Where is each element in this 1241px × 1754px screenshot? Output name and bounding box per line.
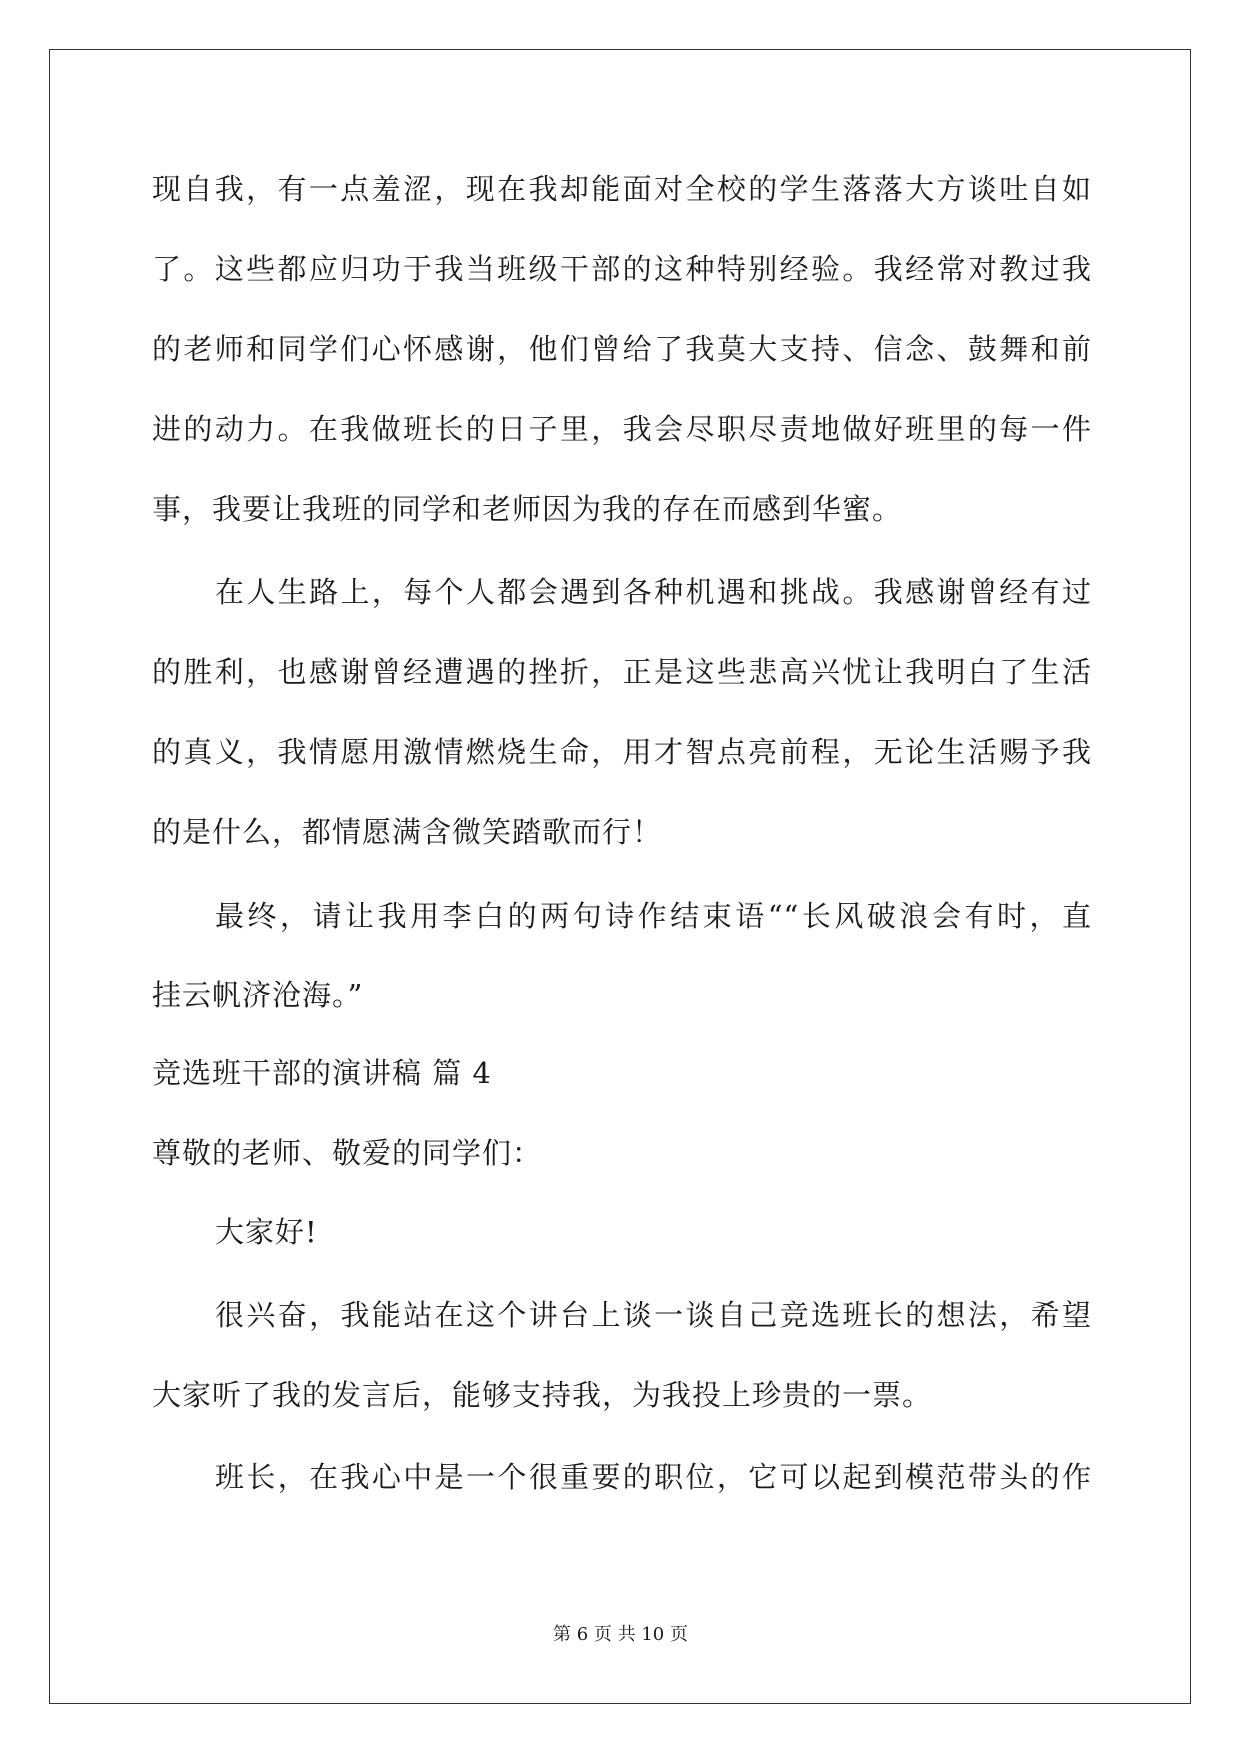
page-footer: 第 6 页 共 10 页 bbox=[553, 1624, 688, 1645]
text-line: 的老师和同学们心怀感谢，他们曾给了我莫大支持、信念、鼓舞和前 bbox=[152, 332, 1092, 366]
text-line: 现自我，有一点羞涩，现在我却能面对全校的学生落落大方谈吐自如 bbox=[152, 172, 1092, 206]
text-line: 最终，请让我用李白的两句诗作结束语““长风破浪会有时，直 bbox=[215, 899, 1092, 933]
text-line: 挂云帆济沧海。” bbox=[152, 978, 364, 1012]
text-line: 的真义，我情愿用激情燃烧生命，用才智点亮前程，无论生活赐予我 bbox=[152, 735, 1092, 769]
text-line: 班长，在我心中是一个很重要的职位，它可以起到模范带头的作 bbox=[215, 1460, 1092, 1494]
text-line: 事，我要让我班的同学和老师因为我的存在而感到华蜜。 bbox=[152, 492, 903, 526]
page-border bbox=[49, 49, 1191, 1704]
text-line: 进的动力。在我做班长的日子里，我会尽职尽责地做好班里的每一件 bbox=[152, 412, 1092, 446]
text-line: 了。这些都应归功于我当班级干部的这种特别经验。我经常对教过我 bbox=[152, 252, 1092, 286]
text-line: 的胜利，也感谢曾经遭遇的挫折，正是这些悲高兴忧让我明白了生活 bbox=[152, 655, 1092, 689]
text-line: 大家听了我的发言后，能够支持我，为我投上珍贵的一票。 bbox=[152, 1378, 933, 1412]
section-heading: 竞选班干部的演讲稿 篇 4 bbox=[152, 1056, 492, 1090]
text-line: 很兴奋，我能站在这个讲台上谈一谈自己竞选班长的想法，希望 bbox=[215, 1298, 1092, 1332]
text-line: 的是什么，都情愿满含微笑踏歌而行！ bbox=[152, 815, 663, 849]
greeting: 大家好! bbox=[215, 1215, 318, 1249]
text-line: 在人生路上，每个人都会遇到各种机遇和挑战。我感谢曾经有过 bbox=[215, 575, 1092, 609]
salutation: 尊敬的老师、敬爱的同学们： bbox=[152, 1136, 543, 1170]
